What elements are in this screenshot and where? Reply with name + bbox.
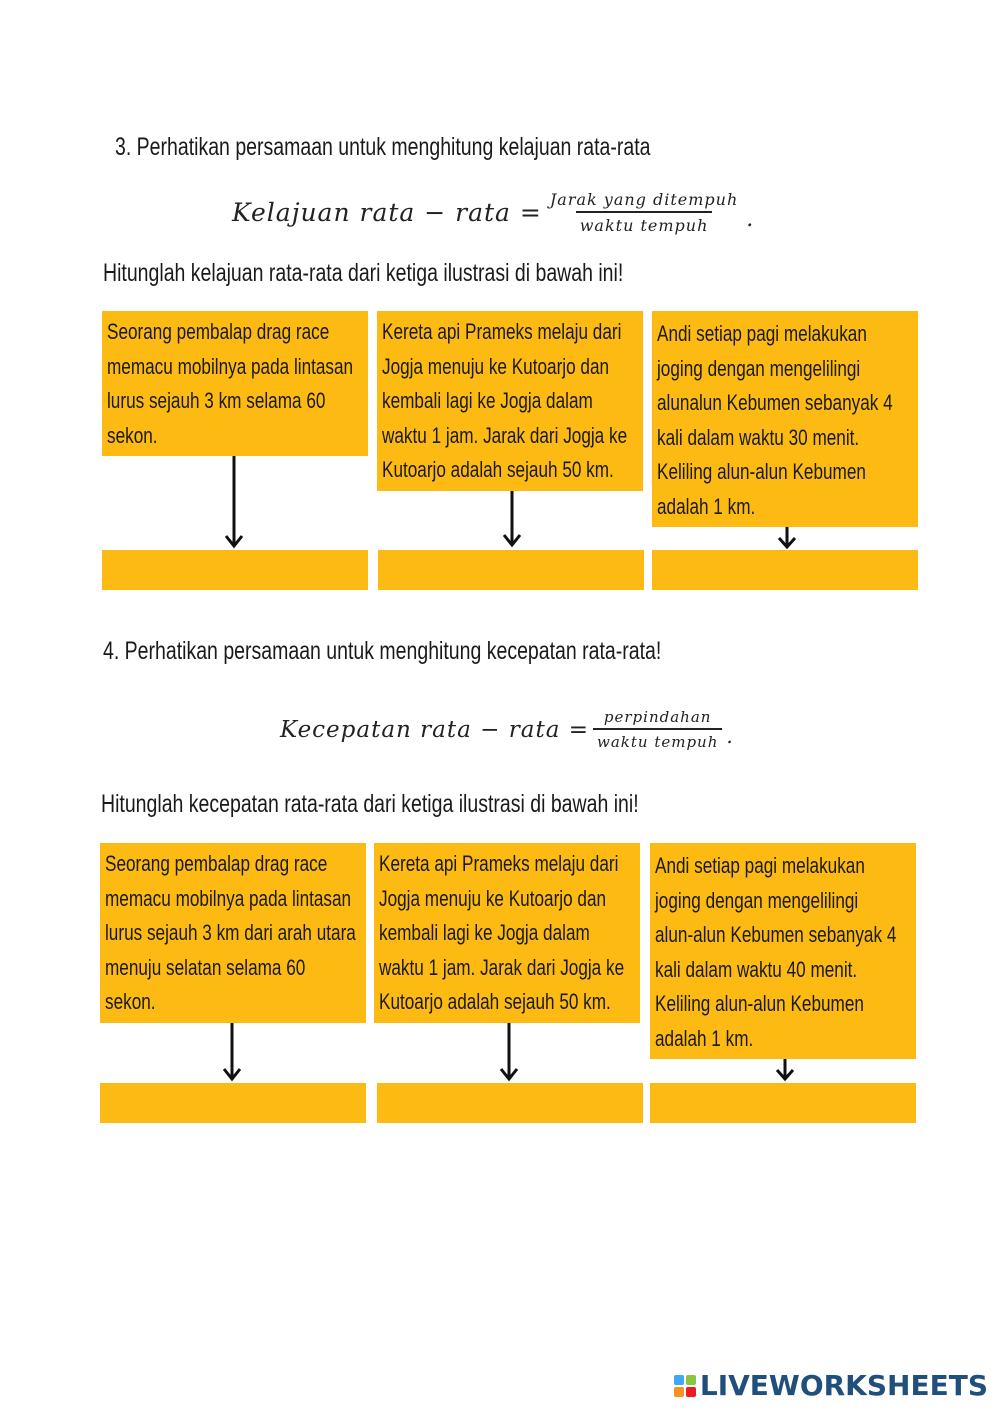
q3-answer-input-2[interactable] (378, 550, 644, 590)
q3-card-1 (102, 311, 368, 456)
q3-formula-denominator: waktu tempuh (576, 211, 713, 235)
q4-card-3 (650, 843, 916, 1059)
q4-instruction: Hitunglah kecepatan rata-rata dari ketiga ilustrasi di bawah ini! (101, 790, 639, 818)
q4-answer-input-3[interactable] (650, 1083, 916, 1123)
q3-formula (232, 190, 753, 235)
q4-heading: 4. Perhatikan persamaan untuk menghitung kecepatan rata-rata! (103, 637, 662, 665)
q4-formula-numerator: perpindahan (603, 708, 712, 726)
q3-card-2 (377, 311, 643, 491)
q3-instruction: Hitunglah kelajuan rata-rata dari ketiga ilustrasi di bawah ini! (103, 259, 624, 287)
liveworksheets-logo-text: LIVEWORKSHEETS (699, 1369, 988, 1402)
q4-card-2-text: Kereta api Prameks melaju dari Jogja menuju ke Kutoarjo dan kembali lagi ke Jogja dalam waktu 1 jam. Jarak dari Jogja ke Kutoarjo adalah sejauh 50 km. (379, 851, 625, 1014)
q3-card-3-text: Andi setiap pagi melakukan joging dengan mengelilingi alunalun Kebumen sebanyak 4 kali dalam waktu 30 menit. Keliling alun-alun Kebumen adalah 1 km. (657, 321, 893, 519)
q3-card-3 (652, 311, 918, 527)
q3-heading: 3. Perhatikan persamaan untuk menghitung kelajuan rata-rata (115, 133, 651, 161)
q4-card-3-text: Andi setiap pagi melakukan joging dengan mengelilingi alun-alun Kebumen sebanyak 4 kali dalam waktu 40 menit. Keliling alun-alun Kebumen adalah 1 km. (655, 853, 897, 1051)
q4-answer-input-2[interactable] (377, 1083, 643, 1123)
q3-arrow-3 (775, 527, 799, 551)
liveworksheets-logo (674, 1369, 988, 1402)
q3-formula-numerator: Jarak yang ditempuh (549, 190, 739, 209)
q3-arrow-1 (222, 456, 246, 552)
q4-formula (280, 708, 733, 751)
q4-formula-denominator: waktu tempuh (593, 728, 722, 751)
q4-formula-lhs: Kecepatan rata − rata = (280, 716, 589, 743)
q4-card-2 (374, 843, 640, 1023)
q4-card-1 (100, 843, 366, 1023)
q3-card-2-text: Kereta api Prameks melaju dari Jogja menuju ke Kutoarjo dan kembali lagi ke Jogja dalam waktu 1 jam. Jarak dari Jogja ke Kutoarjo adalah sejauh 50 km. (382, 319, 628, 482)
liveworksheets-logo-icon (674, 1375, 696, 1397)
q3-formula-period: . (746, 207, 754, 232)
q4-arrow-2 (497, 1023, 521, 1085)
q4-card-1-text: Seorang pembalap drag race memacu mobilnya pada lintasan lurus sejauh 3 km dari arah utara menuju selatan selama 60 sekon. (105, 851, 356, 1014)
q3-card-1-text: Seorang pembalap drag race memacu mobilnya pada lintasan lurus sejauh 3 km selama 60 sekon. (107, 319, 354, 448)
q4-arrow-3 (773, 1059, 797, 1083)
q4-arrow-1 (220, 1023, 244, 1085)
q3-formula-lhs: Kelajuan rata − rata = (232, 198, 542, 227)
q3-answer-input-3[interactable] (652, 550, 918, 590)
q4-formula-fraction (593, 708, 722, 751)
q4-formula-period: . (726, 723, 733, 748)
q3-arrow-2 (500, 491, 524, 551)
q3-formula-fraction (546, 190, 742, 235)
q3-answer-input-1[interactable] (102, 550, 368, 590)
q4-answer-input-1[interactable] (100, 1083, 366, 1123)
